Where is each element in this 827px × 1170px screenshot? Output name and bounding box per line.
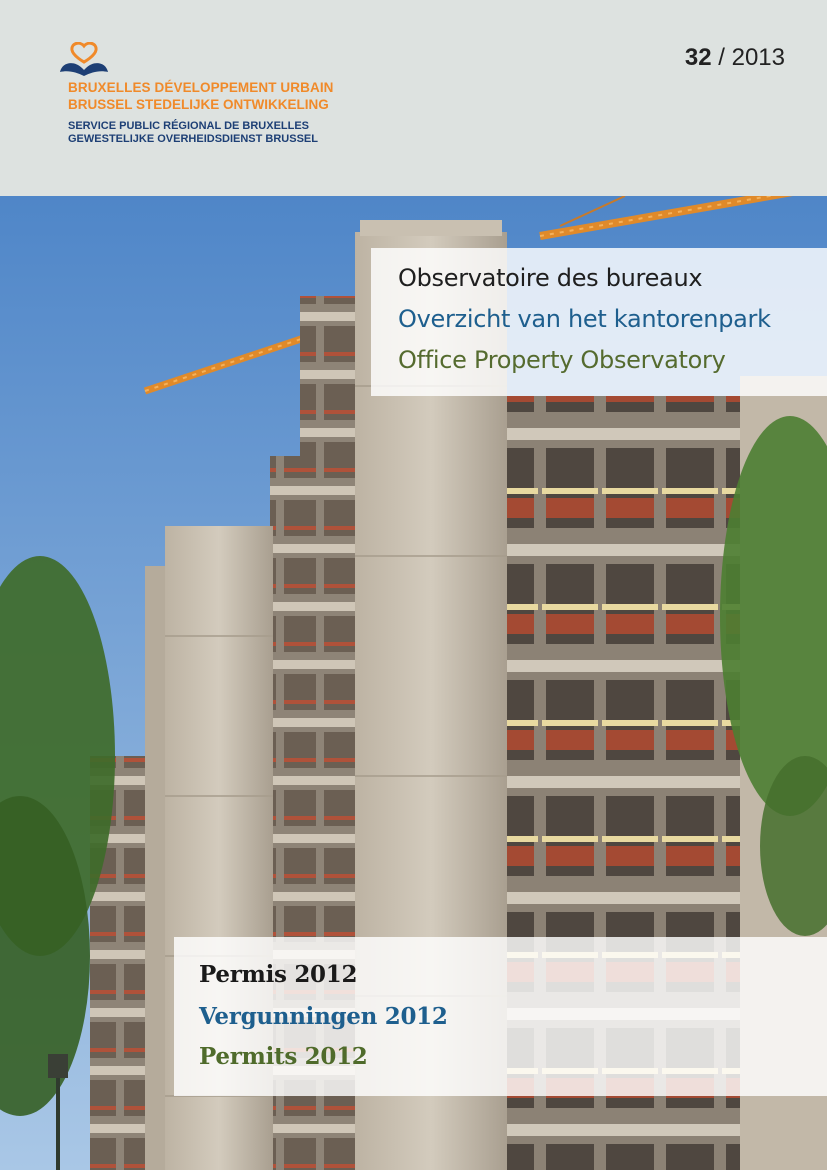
- issue-year: 2013: [731, 44, 785, 71]
- subtitle-panel: [174, 937, 827, 1096]
- subtitle-en: Permits 2012: [199, 1043, 368, 1070]
- org-name-nl: BRUSSEL STEDELIJKE ONTWIKKELING: [68, 97, 329, 112]
- issue-number: [685, 44, 785, 72]
- subtitle-nl: Vergunningen 2012: [199, 1003, 448, 1030]
- title-en: Office Property Observatory: [398, 346, 726, 374]
- issue-separator: /: [711, 44, 732, 71]
- service-name-nl: GEWESTELIJKE OVERHEIDSDIENST BRUSSEL: [68, 133, 318, 145]
- service-name-fr: SERVICE PUBLIC RÉGIONAL DE BRUXELLES: [68, 120, 310, 132]
- header-band: [0, 0, 827, 196]
- brussels-heart-logo-icon: [58, 42, 110, 78]
- subtitle-fr: Permis 2012: [199, 961, 358, 988]
- title-panel: [371, 248, 827, 396]
- org-name-fr: BRUXELLES DÉVELOPPEMENT URBAIN: [68, 80, 334, 95]
- title-nl: Overzicht van het kantorenpark: [398, 305, 771, 333]
- issue-number-value: 32: [684, 44, 712, 71]
- title-fr: Observatoire des bureaux: [398, 264, 703, 292]
